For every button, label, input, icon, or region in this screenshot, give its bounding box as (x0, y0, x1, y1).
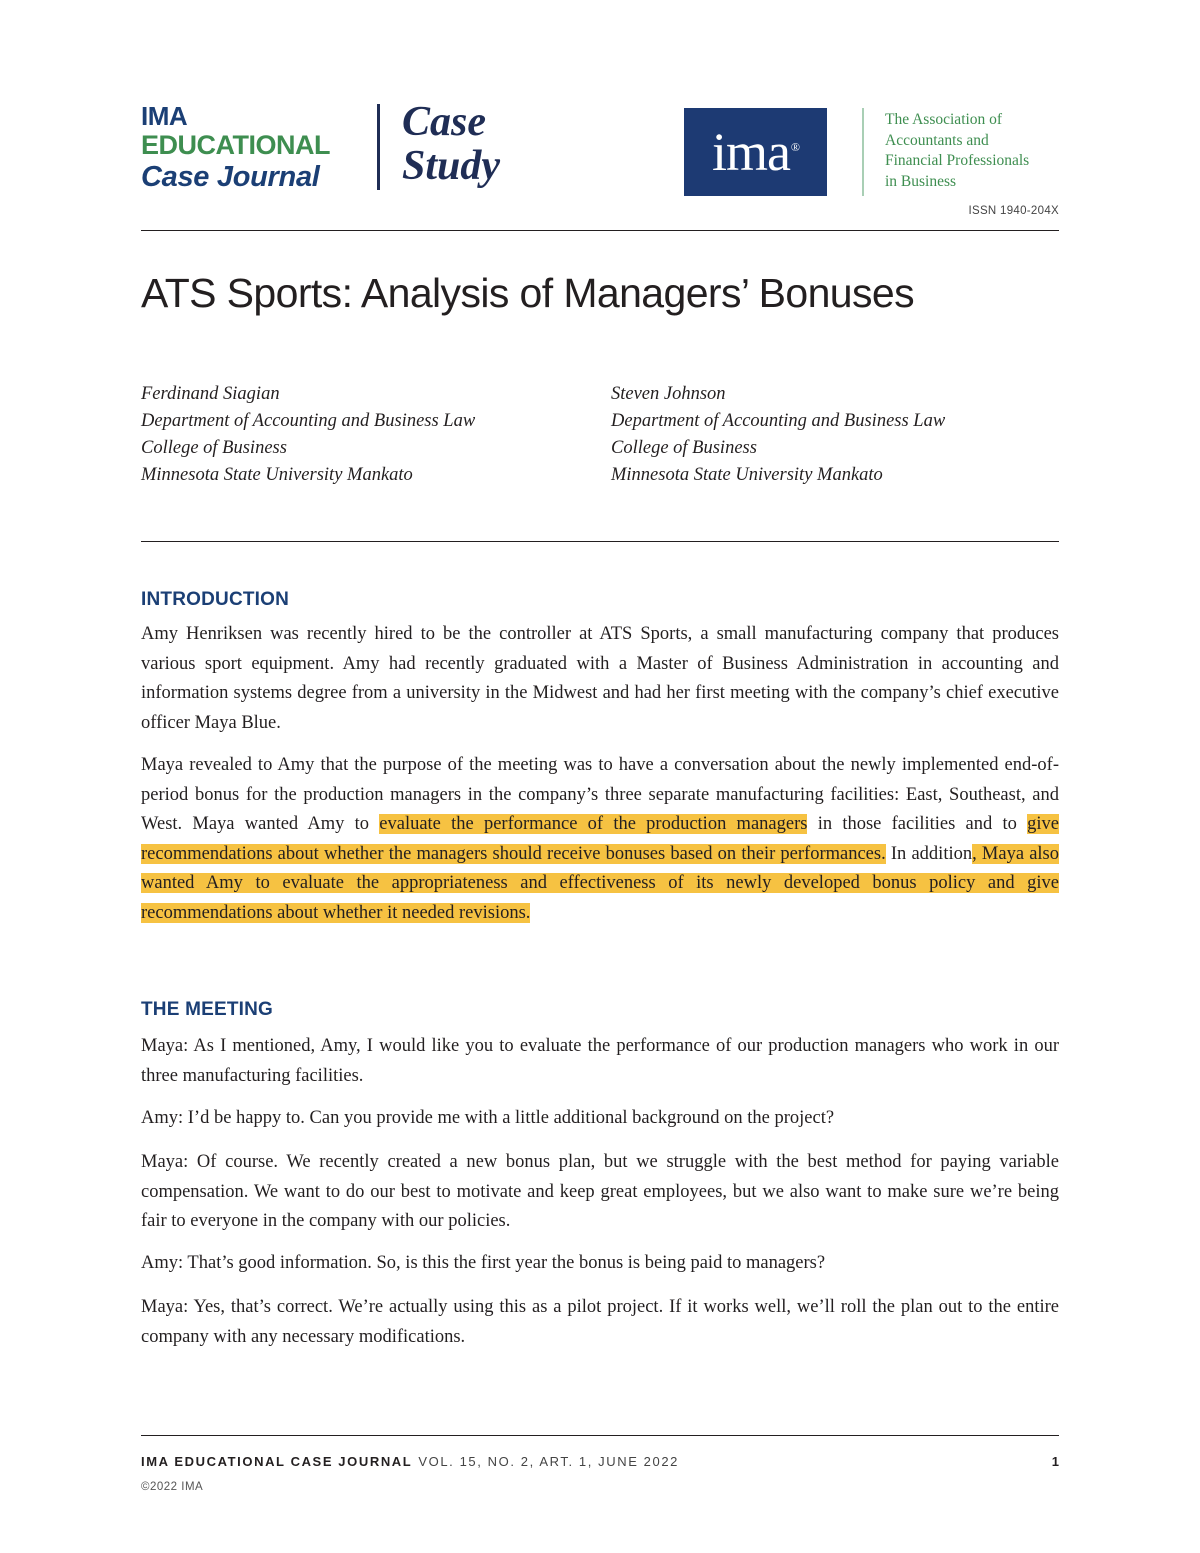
highlighted-text: give recommendations about whether the managers should receive bonuses based on their performances. (141, 814, 1059, 864)
footer-volume-info: VOL. 15, NO. 2, ART. 1, JUNE 2022 (418, 1454, 680, 1469)
page-title: ATS Sports: Analysis of Managers’ Bonuses (141, 270, 914, 316)
issn-number: ISSN 1940-204X (968, 205, 1059, 217)
page-number: 1 (1051, 1454, 1059, 1469)
dialogue-line: Amy: I’d be happy to. Can you provide me with a little additional background on the project? (141, 1108, 835, 1128)
association-tagline (885, 110, 1029, 192)
logo-divider (377, 104, 380, 190)
author-name: Steven Johnson (611, 384, 726, 404)
author-department: Department of Accounting and Business Law (611, 411, 946, 431)
dialogue-line: Maya: Of course. We recently created a new bonus plan, but we struggle with the best method for paying variable compensation. We want to do our best to motivate and keep great employees, but we also want to make sure we’re being fair to everyone in the company with our policies. (141, 1152, 1059, 1232)
author-college: College of Business (141, 438, 287, 458)
footer-journal: IMA EDUCATIONAL CASE JOURNAL (141, 1454, 413, 1469)
journal-logo-line1: IMA (141, 101, 188, 131)
author-university: Minnesota State University Mankato (611, 465, 883, 485)
highlighted-text: , Maya also wanted Amy to evaluate the appropriateness and effectiveness of its newly developed bonus policy and give recommendations about whether it needed revisions. (141, 843, 1059, 923)
footer-rule (141, 1435, 1059, 1436)
intro-paragraph-1: Amy Henriksen was recently hired to be the controller at ATS Sports, a small manufacturing company that produces various sport equipment. Amy had recently graduated with a Master of Business Administration in accounting and information systems degree from a university in the Midwest and had her first meeting with the company’s chief executive officer Maya Blue. (141, 624, 1059, 733)
authors-rule (141, 541, 1059, 542)
association-line: in Business (885, 172, 957, 190)
association-line: Accountants and (885, 131, 989, 149)
author-name: Ferdinand Siagian (141, 384, 280, 404)
association-line: The Association of (885, 111, 1003, 128)
ima-logo (684, 108, 827, 196)
highlighted-text: evaluate the performance of the production managers (379, 814, 808, 835)
introduction-heading: INTRODUCTION (141, 589, 290, 610)
association-line: Financial Professionals (885, 152, 1030, 169)
dialogue-line: Maya: Yes, that’s correct. We’re actually using this as a pilot project. If it works well, we’ll roll the plan out to the entire company with any necessary modifications. (141, 1297, 1059, 1347)
dialogue-line: Maya: As I mentioned, Amy, I would like you to evaluate the performance of our production managers who work in our three manufacturing facilities. (141, 1036, 1059, 1086)
copyright: ©2022 IMA (141, 1481, 204, 1493)
author-block-2 (611, 381, 945, 489)
association-divider (862, 108, 864, 196)
intro-p2-text: in those facilities and to (807, 814, 1028, 835)
author-university: Minnesota State University Mankato (141, 465, 413, 485)
footer-citation (141, 1454, 679, 1469)
intro-p2-text: Maya revealed to Amy that the purpose of the meeting was to have a conversation about the newly implemented end-of-period bonus for the production managers in the company’s three separate manufacturing facilities: East, Southeast, and West. Maya wanted Amy to (141, 755, 1059, 835)
journal-logo-line3: Case Journal (141, 161, 320, 193)
ima-educational-case-journal-logo (141, 102, 330, 194)
header-rule (141, 230, 1059, 231)
author-department: Department of Accounting and Business Law (141, 411, 476, 431)
journal-logo-line2: EDUCATIONAL (141, 130, 330, 160)
author-college: College of Business (611, 438, 757, 458)
meeting-heading: THE MEETING (141, 999, 274, 1020)
dialogue-line: Amy: That’s good information. So, is this the first year the bonus is being paid to managers? (141, 1253, 826, 1273)
case-label-line1: Case (402, 99, 486, 145)
registered-mark: ® (790, 140, 800, 154)
author-block-1 (141, 381, 475, 489)
case-label-line2: Study (402, 143, 501, 189)
intro-paragraph-2 (141, 751, 1059, 929)
ima-logo-text: ima (711, 122, 790, 182)
intro-p2-text: In addition (885, 843, 973, 864)
case-study-label (402, 100, 500, 188)
